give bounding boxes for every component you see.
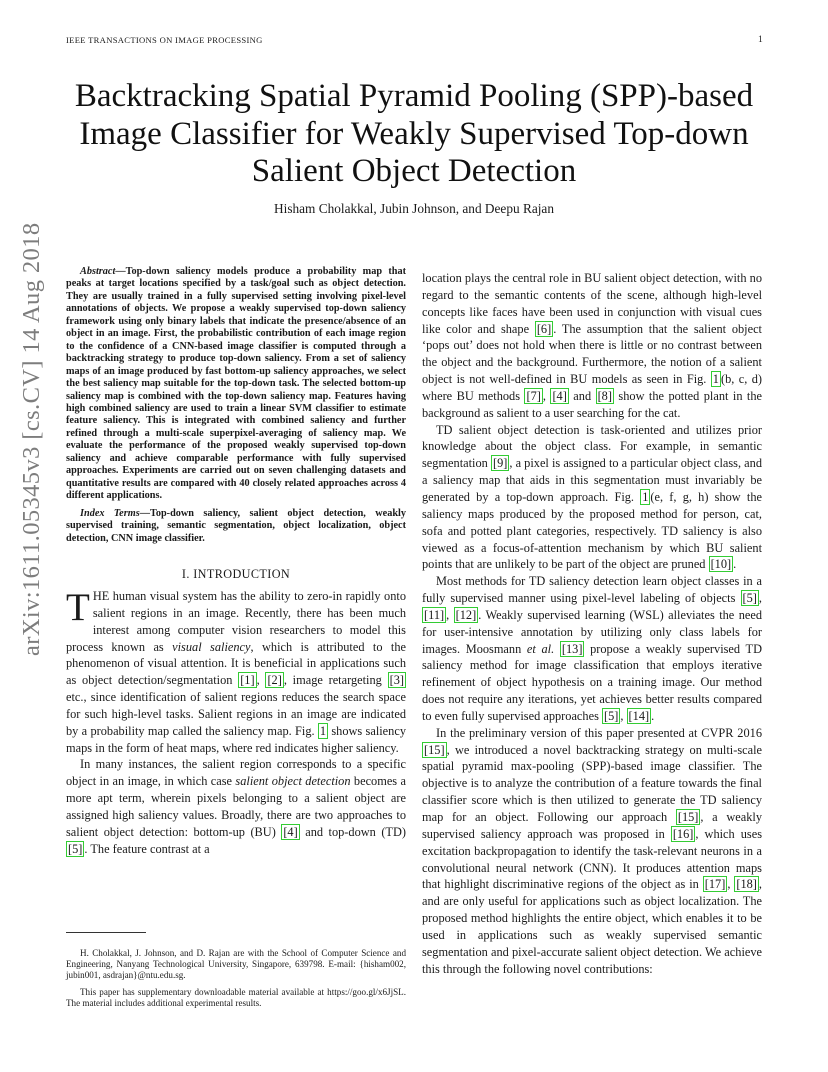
- citation-link[interactable]: [8]: [597, 388, 612, 403]
- text-run: , a weakly supervised saliency approach was proposed in: [422, 810, 762, 841]
- citation-link[interactable]: [7]: [526, 388, 541, 403]
- text-run: ,: [256, 673, 266, 688]
- figure-link[interactable]: 1: [642, 489, 649, 504]
- text-run: , which uses excitation backpropagation to identify the task-relevant neurons in a convolutional neural network (CNN). It produces attention maps that highlight discriminative regions of the object as in: [422, 826, 762, 892]
- abstract: [66, 266, 406, 503]
- text-run: ,: [727, 877, 735, 892]
- section-heading: I. INTRODUCTION: [181, 566, 291, 581]
- index-terms-text: —Top-down saliency, salient object detection, weakly supervised training, semantic segmentation, object localization, object detection, CNN image classifier.: [66, 507, 406, 544]
- abstract-text: —Top-down saliency models produce a probability map that peaks at target locations specified by a task/goal such as object detection. They are usually trained in a fully supervised setting involving pixel-level annotations of objects. We propose a weakly supervised top-down saliency framework using only binary labels that indicate the presence/absence of an object in an image. First, the probabilistic contribution of each image region to the confidence of a CNN-based image classifier is computed through a backtracking strategy to produce top-down saliency. From a set of saliency maps of an image produced by fast bottom-up saliency approaches, we select the best saliency map suitable for the top-down task. The selected bottom-up saliency map is combined with the top-down saliency map. Features having high combined saliency are used to train a linear SVM classifier to estimate feature saliency. This is integrated with combined saliency and further refined through a multi-scale superpixel-averaging of saliency map. We evaluate the performance of the proposed weakly supervised top-down saliency and achieve comparable performance with fully supervised approaches. Experiments are carried out on seven challenging datasets and quantitative results are compared with 40 closely related approaches across 4 different applications.: [66, 266, 406, 502]
- text-run: , image retargeting: [283, 673, 388, 688]
- footnote-rule: [66, 932, 146, 933]
- text-run: (e, f, g, h) show the saliency maps produced by the proposed method for person, cat, sofa and potted plant categories, respectively. TD saliency is also viewed as a focus-of-attention mechanism by which BU salient points that are unlikely to be part of the object are pruned: [422, 489, 763, 572]
- citation-link[interactable]: [15]: [424, 742, 445, 757]
- citation-link[interactable]: [14]: [628, 708, 650, 723]
- intro-paragraph-2: [66, 756, 406, 857]
- text-run: shows saliency maps in the form of heat maps, where red indicates higher saliency.: [66, 723, 406, 755]
- text-run: .: [651, 708, 655, 723]
- text-run: and: [568, 388, 596, 403]
- text-run: .: [733, 557, 737, 572]
- citation-link[interactable]: [4]: [552, 388, 567, 403]
- right-column: [422, 270, 762, 977]
- abstract-label: Abstract: [80, 266, 116, 277]
- text-run: In many instances, the salient region corresponds to a specific object in an image, in which case: [66, 757, 406, 789]
- emphasis: et al.: [526, 641, 555, 656]
- text-run: ,: [542, 388, 551, 403]
- text-run: and top-down (TD): [299, 824, 407, 839]
- running-header: IEEE TRANSACTIONS ON IMAGE PROCESSING: [66, 35, 263, 45]
- index-terms-label: Index Terms: [80, 507, 140, 519]
- intro-paragraph-5: [422, 573, 762, 725]
- footnote-affiliation: H. Cholakkal, J. Johnson, and D. Rajan are with the School of Computer Science and Engineering, Nanyang Technological University, Singapore, 639798. E-mail: {hisham002, jubin001, asdrajan}@ntu.edu.sg.: [66, 948, 406, 981]
- emphasis: visual saliency: [172, 639, 251, 654]
- text-run: Most methods for TD saliency detection learn object classes in a fully supervised manner using pixel-level labeling of objects: [422, 574, 762, 606]
- figure-link[interactable]: 1: [319, 723, 327, 738]
- left-column: [66, 266, 406, 857]
- citation-link[interactable]: [13]: [561, 641, 583, 656]
- text-run: HE human visual system has the ability to zero-in rapidly onto salient regions in an image. Recently, there has been much interest among computer vision researchers to model this process known as: [66, 588, 406, 654]
- citation-link[interactable]: [5]: [742, 591, 757, 606]
- drop-cap: T: [66, 585, 90, 629]
- text-run: [554, 642, 560, 656]
- index-terms: [66, 508, 406, 545]
- text-run: . The feature contrast at a: [84, 841, 210, 856]
- text-run: show the potted plant in the background as salient to a user searching for the cat.: [422, 388, 763, 420]
- citation-link[interactable]: [5]: [603, 708, 619, 723]
- text-run: , a pixel is assigned to a particular object class, and a saliency map that aids in this segmentation must invariably be generated by a top-down approach. Fig.: [422, 456, 762, 504]
- footnote-supplementary: This paper has supplementary downloadable material available at https://goo.gl/x6JjSL. The material includes additional experimental results.: [66, 986, 406, 1008]
- text-run: location plays the central role in BU salient object detection, with no regard to the semantic contents of the scene, although high-level concepts like faces have been used in conjunction with visual cues like color and shape: [422, 271, 762, 336]
- text-run: propose a weakly supervised TD saliency method for image classification that employs iterative refinement of object hypothesis on a training image. Our method does not require any iterations, yet achieves better results compared to even fully supervised approaches: [422, 641, 762, 723]
- text-run: TD salient object detection is task-oriented and utilizes prior knowledge about the object class. For example, in semantic segmentation: [422, 422, 762, 471]
- citation-link[interactable]: [17]: [704, 877, 726, 892]
- text-run: , we introduced a novel backtracking strategy on multi-scale spatial pyramid max-pooling (SPP)-based image classifier. The objective is to analyze the contribution of a feature towards the final classifier score which is then utilized to generate the TD saliency map for an object. Following our approach: [422, 742, 762, 824]
- citation-link[interactable]: [11]: [424, 607, 445, 622]
- citation-link[interactable]: [2]: [267, 673, 282, 688]
- footnotes: [66, 948, 406, 1009]
- text-run: , and are only useful for applications such as object localization. The proposed method highlights the entire object, which enables it to be used in applications such as weakly supervised semantic segmentation and pixel-accurate salient object detection. We achieve this through the following novel contributions:: [422, 877, 762, 976]
- citation-link[interactable]: [3]: [389, 673, 404, 688]
- citation-link[interactable]: [4]: [283, 824, 298, 839]
- paper-title: Backtracking Spatial Pyramid Pooling (SPP)-based Image Classifier for Weakly Supervised Top-down Salient Object Detection: [74, 78, 754, 189]
- intro-paragraph-1: [66, 585, 406, 756]
- figure-link[interactable]: 1: [712, 372, 719, 387]
- citation-link[interactable]: [5]: [68, 841, 83, 856]
- text-run: ,: [446, 607, 454, 622]
- text-run: . The assumption that the salient object ‘pops out’ does not hold when there is little or no contrast between the object and the background. Furthermore, the notion of a salient object is not well-defined in BU models as seen in Fig.: [422, 321, 762, 387]
- intro-paragraph-6: [422, 725, 762, 978]
- author-list: Hisham Cholakkal, Jubin Johnson, and Deepu Rajan: [274, 201, 554, 216]
- text-run: , which is attributed to the phenomenon of visual attention. It is beneficial in applications such as object detection/segmentation: [66, 639, 406, 688]
- text-run: ,: [620, 708, 627, 723]
- citation-link[interactable]: [16]: [672, 826, 694, 841]
- citation-link[interactable]: [1]: [240, 673, 255, 688]
- text-run: becomes a more apt term, wherein pixels belonging to a salient object are assigned high saliency values. Broadly, there are two approaches to salient object detection: bottom-up (BU): [66, 774, 406, 839]
- citation-link[interactable]: [15]: [677, 810, 699, 824]
- text-run: etc., since identification of salient regions reduces the search space for such high-level tasks. Salient regions in an image are indicated by a probability map called the saliency map. Fig.: [66, 690, 406, 738]
- text-run: In the preliminary version of this paper presented at CVPR 2016: [436, 725, 762, 740]
- intro-paragraph-3: [422, 270, 762, 422]
- citation-link[interactable]: [10]: [710, 557, 732, 572]
- text-run: . Weakly supervised learning (WSL) alleviates the need for user-intensive annotation by utilizing only class labels for images. Moosmann: [422, 607, 763, 656]
- text-run: (b, c, d) where BU methods: [422, 372, 762, 403]
- intro-paragraph-4: [422, 422, 762, 574]
- citation-link[interactable]: [9]: [492, 456, 508, 471]
- arxiv-stamp: arXiv:1611.05345v3 [cs.CV] 14 Aug 2018: [18, 222, 45, 656]
- citation-link[interactable]: [18]: [736, 877, 757, 892]
- citation-link[interactable]: [12]: [455, 607, 477, 622]
- emphasis: salient object detection: [235, 774, 351, 789]
- text-run: ,: [758, 591, 762, 606]
- citation-link[interactable]: [6]: [536, 321, 552, 336]
- page-number: 1: [758, 35, 764, 45]
